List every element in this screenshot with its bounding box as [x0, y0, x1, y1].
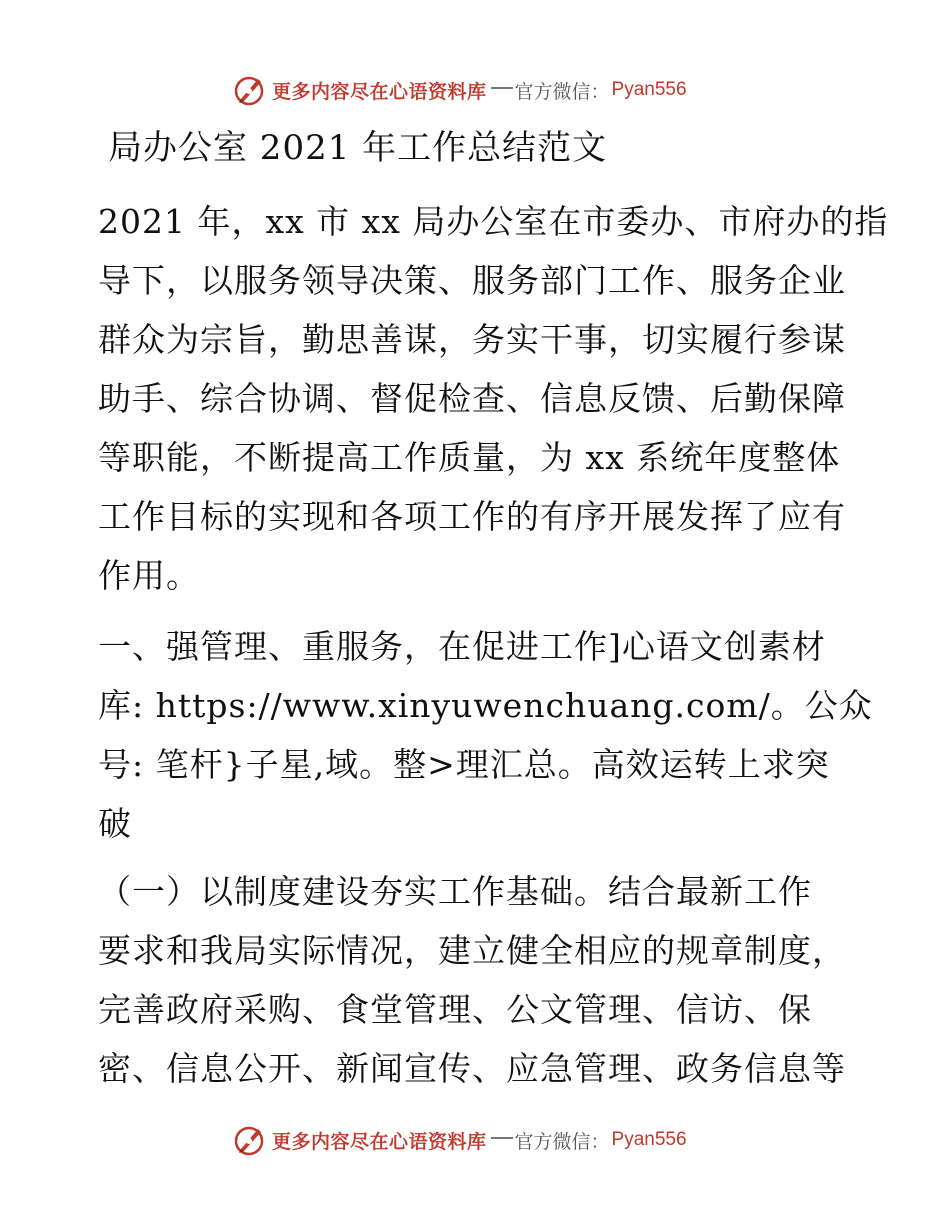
paragraph-line: 库: https://www.xinyuwenchuang.com/。公众 — [98, 686, 873, 725]
paragraph-line: 要求和我局实际情况，建立健全相应的规章制度， — [98, 931, 846, 970]
paragraph-line: 一、强管理、重服务，在促进工作]心语文创素材 — [98, 627, 826, 666]
paragraph-line: 密、信息公开、新闻宣传、应急管理、政务信息等 — [98, 1049, 846, 1088]
paragraph-line: 等职能，不断提高工作质量，为 xx 系统年度整体 — [98, 438, 841, 477]
watermark-wechat-id: Pyan556 — [611, 1129, 687, 1150]
watermark-wechat-label: 官方微信： — [514, 1130, 610, 1153]
paragraph-line: 工作目标的实现和各项工作的有序开展发挥了应有 — [98, 497, 846, 536]
watermark-wechat-id: Pyan556 — [611, 79, 687, 100]
paragraph-line: （一）以制度建设夯实工作基础。结合最新工作 — [98, 872, 812, 911]
watermark-divider — [491, 87, 513, 89]
paragraph-line: 号: 笔杆}子星,域。整>理汇总。高效运转上求突 — [98, 745, 830, 784]
paragraph-line: 2021 年，xx 市 xx 局办公室在市委办、市府办的指 — [98, 202, 889, 241]
paragraph-line: 助手、综合协调、督促检查、信息反馈、后勤保障 — [98, 379, 846, 418]
quill-pen-logo-icon — [232, 1123, 266, 1157]
watermark-divider — [491, 1137, 513, 1139]
section-heading-1 — [98, 617, 873, 853]
paragraph-line: 作用。 — [98, 556, 200, 595]
paragraph-line: 导下，以服务领导决策、服务部门工作、服务企业 — [98, 261, 846, 300]
header-watermark — [232, 70, 752, 110]
document-title: 局办公室 2021 年工作总结范文 — [108, 128, 608, 168]
footer-watermark — [232, 1120, 752, 1160]
watermark-wechat-label: 官方微信： — [514, 80, 610, 103]
paragraph-line: 完善政府采购、食堂管理、公文管理、信访、保 — [98, 990, 812, 1029]
paragraph-intro — [98, 192, 889, 605]
quill-pen-logo-icon — [232, 73, 266, 107]
paragraph-line: 破 — [98, 804, 132, 843]
watermark-text: 更多内容尽在心语资料库 — [272, 80, 487, 103]
watermark-text: 更多内容尽在心语资料库 — [272, 1130, 487, 1153]
subsection-paragraph-1 — [98, 862, 858, 1098]
paragraph-line: 群众为宗旨，勤思善谋，务实干事，切实履行参谋 — [98, 320, 846, 359]
